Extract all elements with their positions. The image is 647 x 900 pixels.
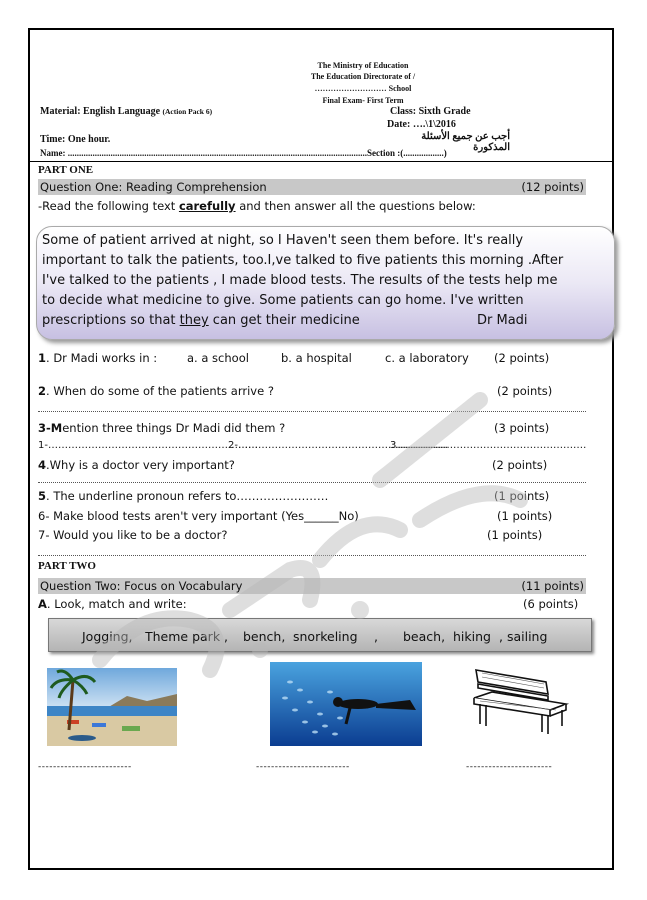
- material-label: Material: English Language: [40, 106, 161, 117]
- ministry-line: The Ministry of Education: [317, 61, 409, 70]
- q6-points: (1 points): [497, 509, 553, 523]
- question-one-points: (12 points): [521, 180, 584, 194]
- school-line: ……………………… School: [314, 84, 412, 93]
- q7-points: (1 points): [487, 528, 543, 542]
- reading-instruction: -Read the following text carefully and then answer all the questions below:: [38, 199, 476, 213]
- material-line: [40, 106, 212, 117]
- passage-line: Some of patient arrived at night, so I Haven't seen them before. It's really: [42, 233, 524, 248]
- carefully-word: carefully: [178, 199, 236, 213]
- q1-points: (2 points): [494, 351, 550, 365]
- passage-line: prescriptions so that they can get their medicine: [42, 313, 360, 328]
- passage-line: to decide what medicine to give. Some patients can go home. I've written: [42, 293, 524, 308]
- passage-line: important to talk the patients, too.I,ve talked to five patients this morning .After: [42, 253, 564, 268]
- question-2: 2. When do some of the patients arrive ?: [38, 384, 274, 398]
- reading-passage-box: [36, 226, 615, 340]
- question-1: 1. Dr Madi works in :: [38, 351, 158, 365]
- q4-points: (2 points): [492, 458, 548, 472]
- vocab-word: hiking: [453, 629, 491, 644]
- question-one-title: Question One: Reading Comprehension: [40, 180, 267, 194]
- beach-photo-image: [47, 668, 177, 746]
- question-two-points: (11 points): [521, 579, 584, 593]
- vocab-word: , sailing: [499, 629, 548, 644]
- q7-answer-line[interactable]: [38, 555, 586, 556]
- q3-blank-2[interactable]: 2-………………………………………………………: [228, 440, 448, 451]
- question-5: 5. The underline pronoun refers to……………………: [38, 489, 329, 503]
- time-line: Time: One hour.: [40, 134, 111, 145]
- question-4: 4.Why is a doctor very important?: [38, 458, 235, 472]
- vocab-word: ,: [374, 629, 378, 644]
- question-7: 7- Would you like to be a doctor?: [38, 528, 228, 542]
- passage-signature: Dr Madi: [477, 313, 528, 328]
- question-two-title: Question Two: Focus on Vocabulary: [40, 579, 243, 593]
- question-two-bar: [38, 578, 586, 594]
- material-book: (Action Pack 6): [162, 107, 213, 116]
- part-two-a-points: (6 points): [523, 597, 579, 611]
- question-6: 6- Make blood tests aren't very important (Yes______No): [38, 509, 359, 523]
- question-one-bar: [38, 179, 586, 195]
- answer-blank-1[interactable]: -------------------------: [38, 762, 132, 772]
- class-line: Class: Sixth Grade: [390, 106, 471, 117]
- snorkeling-photo-image: [270, 662, 422, 746]
- vocab-word: beach,: [403, 629, 446, 644]
- answer-blank-3[interactable]: -----------------------: [466, 762, 553, 772]
- passage-line: I've talked to the patients , I made blood tests. The results of the tests help me: [42, 273, 558, 288]
- part-two-title: PART TWO: [38, 560, 96, 572]
- arabic-instruction: أجب عن جميع الأسئلة المذكورة: [421, 131, 510, 153]
- q3-points: (3 points): [494, 421, 550, 435]
- vocab-word: Jogging,: [82, 629, 133, 644]
- vocab-word: bench,: [243, 629, 286, 644]
- q1-option-a[interactable]: a. a school: [187, 351, 249, 365]
- q2-answer-line[interactable]: [38, 411, 586, 412]
- underlined-pronoun: they: [179, 313, 209, 328]
- name-line: Name: .....................................................................................................................................Section :(..................): [40, 148, 447, 158]
- vocabulary-word-box: [48, 618, 592, 652]
- directorate-line: The Education Directorate of /: [310, 72, 416, 81]
- question-3: 3-Mention three things Dr Madi did them ?: [38, 421, 286, 435]
- exam-title: Final Exam- First Term: [322, 96, 404, 105]
- header-divider: [28, 161, 614, 162]
- answer-blank-2[interactable]: -------------------------: [256, 762, 350, 772]
- vocab-word: snorkeling: [293, 629, 358, 644]
- q2-points: (2 points): [497, 384, 553, 398]
- q5-points: (1 points): [494, 489, 550, 503]
- q1-option-c[interactable]: c. a laboratory: [385, 351, 469, 365]
- vocab-word: Theme park ,: [145, 629, 229, 644]
- bench-drawing-image: [466, 660, 576, 740]
- date-line: Date: ….\1\2016: [387, 119, 456, 130]
- part-two-instruction-a: A. Look, match and write:: [38, 597, 187, 611]
- q4-answer-line[interactable]: [38, 482, 586, 483]
- q3-blank-1[interactable]: 1-………………………………………………………: [38, 440, 258, 451]
- q3-blank-3[interactable]: 3…………………………………………………: [390, 440, 587, 451]
- q1-option-b[interactable]: b. a hospital: [281, 351, 352, 365]
- part-one-title: PART ONE: [38, 164, 94, 176]
